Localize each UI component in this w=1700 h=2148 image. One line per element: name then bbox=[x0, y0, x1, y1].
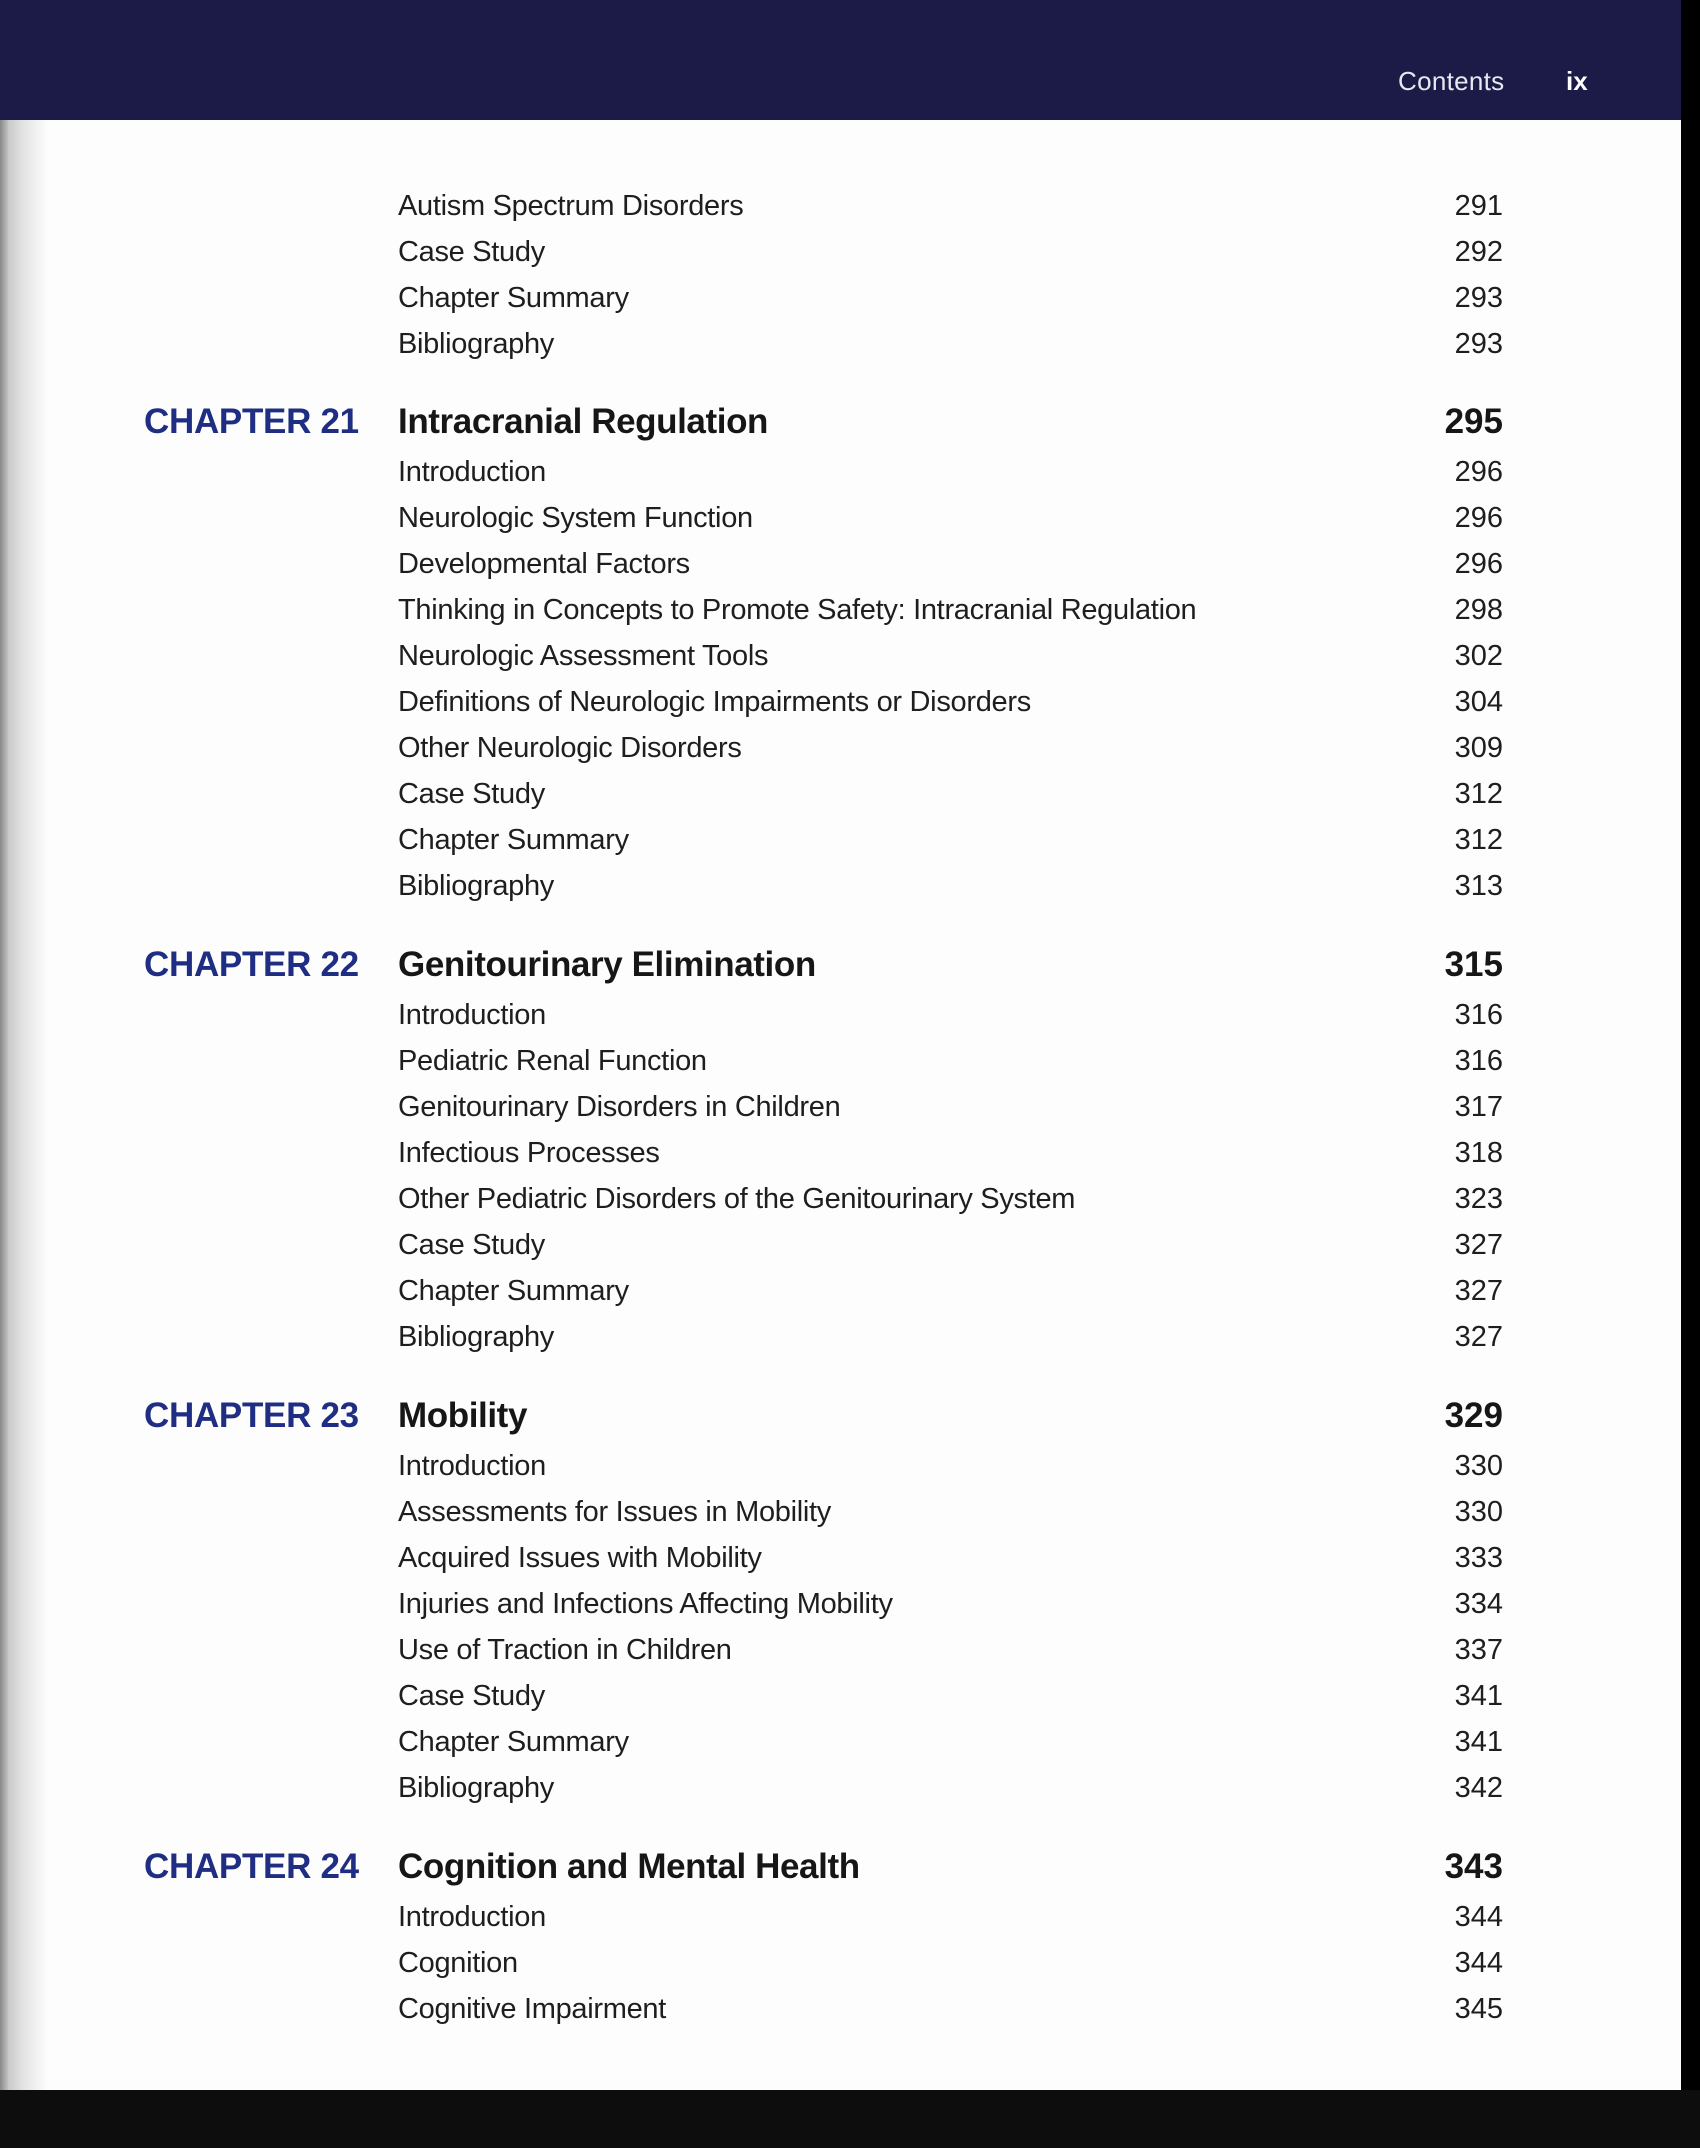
toc-entry-title: Neurologic Assessment Tools bbox=[398, 640, 769, 672]
toc-entry-title: Use of Traction in Children bbox=[398, 1634, 732, 1666]
toc-entry-page: 327 bbox=[1454, 1321, 1503, 1353]
toc-entry[interactable] bbox=[0, 686, 1681, 732]
toc-entry[interactable] bbox=[0, 1496, 1681, 1542]
toc-entry[interactable] bbox=[0, 502, 1681, 548]
toc-entry-page: 330 bbox=[1454, 1450, 1503, 1482]
chapter-page: 343 bbox=[1444, 1847, 1503, 1886]
toc-entry-title: Thinking in Concepts to Promote Safety: Intracranial Regulation bbox=[398, 594, 1197, 626]
toc-entry-page: 327 bbox=[1454, 1229, 1503, 1261]
chapter-label: CHAPTER 23 bbox=[144, 1396, 359, 1435]
toc-entry-title: Chapter Summary bbox=[398, 1726, 629, 1758]
toc-entry-title: Chapter Summary bbox=[398, 282, 629, 314]
toc-entry-title: Bibliography bbox=[398, 870, 554, 902]
toc-entry[interactable] bbox=[0, 1137, 1681, 1183]
toc-entry-title: Introduction bbox=[398, 1901, 546, 1933]
toc-entry-title: Case Study bbox=[398, 236, 545, 268]
toc-entry[interactable] bbox=[0, 1680, 1681, 1726]
toc-entry-page: 342 bbox=[1454, 1772, 1503, 1804]
toc-entry-title: Injuries and Infections Affecting Mobility bbox=[398, 1588, 893, 1620]
chapter-title: Mobility bbox=[398, 1396, 528, 1435]
toc-entry[interactable] bbox=[0, 1901, 1681, 1947]
toc-entry[interactable] bbox=[0, 1542, 1681, 1588]
toc-entry-title: Assessments for Issues in Mobility bbox=[398, 1496, 831, 1528]
toc-entry[interactable] bbox=[0, 328, 1681, 374]
toc-entry-page: 302 bbox=[1454, 640, 1503, 672]
toc-entry[interactable] bbox=[0, 456, 1681, 502]
toc-entry[interactable] bbox=[0, 1091, 1681, 1137]
chapter-heading-24[interactable] bbox=[0, 1847, 1681, 1893]
toc-entry-page: 312 bbox=[1454, 824, 1503, 856]
chapter-heading-22[interactable] bbox=[0, 945, 1681, 991]
chapter-title: Intracranial Regulation bbox=[398, 402, 769, 441]
toc-entry[interactable] bbox=[0, 190, 1681, 236]
toc-entry-title: Cognition bbox=[398, 1947, 518, 1979]
toc-entry-page: 296 bbox=[1454, 456, 1503, 488]
toc-entry[interactable] bbox=[0, 282, 1681, 328]
toc-entry[interactable] bbox=[0, 594, 1681, 640]
toc-entry-page: 313 bbox=[1454, 870, 1503, 902]
toc-entry[interactable] bbox=[0, 1634, 1681, 1680]
chapter-page: 295 bbox=[1444, 402, 1503, 441]
toc-entry-title: Neurologic System Function bbox=[398, 502, 753, 534]
toc-entry[interactable] bbox=[0, 1588, 1681, 1634]
toc-entry-page: 293 bbox=[1454, 282, 1503, 314]
chapter-heading-21[interactable] bbox=[0, 402, 1681, 448]
toc-entry-page: 293 bbox=[1454, 328, 1503, 360]
toc-entry-title: Infectious Processes bbox=[398, 1137, 660, 1169]
chapter-heading-23[interactable] bbox=[0, 1396, 1681, 1442]
toc-entry-page: 296 bbox=[1454, 548, 1503, 580]
toc-entry-page: 296 bbox=[1454, 502, 1503, 534]
toc-entry-title: Genitourinary Disorders in Children bbox=[398, 1091, 841, 1123]
toc-entry[interactable] bbox=[0, 732, 1681, 778]
toc-entry-page: 344 bbox=[1454, 1901, 1503, 1933]
toc-entry-page: 312 bbox=[1454, 778, 1503, 810]
toc-entry-title: Developmental Factors bbox=[398, 548, 690, 580]
chapter-page: 329 bbox=[1444, 1396, 1503, 1435]
toc-entry-page: 334 bbox=[1454, 1588, 1503, 1620]
toc-entry-page: 344 bbox=[1454, 1947, 1503, 1979]
toc-entry-page: 323 bbox=[1454, 1183, 1503, 1215]
chapter-label: CHAPTER 24 bbox=[144, 1847, 359, 1886]
toc-entry-page: 316 bbox=[1454, 1045, 1503, 1077]
chapter-label: CHAPTER 21 bbox=[144, 402, 359, 441]
toc-entry[interactable] bbox=[0, 778, 1681, 824]
scan-bottom-edge bbox=[0, 2090, 1700, 2148]
toc-entry[interactable] bbox=[0, 1045, 1681, 1091]
toc-entry-title: Introduction bbox=[398, 456, 546, 488]
toc-entry[interactable] bbox=[0, 999, 1681, 1045]
toc-entry-title: Bibliography bbox=[398, 1772, 554, 1804]
chapter-label: CHAPTER 22 bbox=[144, 945, 359, 984]
toc-entry-page: 316 bbox=[1454, 999, 1503, 1031]
toc-entry-title: Introduction bbox=[398, 1450, 546, 1482]
toc-entry[interactable] bbox=[0, 1321, 1681, 1367]
toc-entry-title: Chapter Summary bbox=[398, 824, 629, 856]
toc-entry-title: Bibliography bbox=[398, 328, 554, 360]
chapter-page: 315 bbox=[1444, 945, 1503, 984]
page-number: ix bbox=[1566, 66, 1588, 96]
toc-entry-page: 333 bbox=[1454, 1542, 1503, 1574]
toc-entry-title: Cognitive Impairment bbox=[398, 1993, 666, 2025]
toc-entry-title: Other Neurologic Disorders bbox=[398, 732, 742, 764]
running-header-title: Contents bbox=[1398, 66, 1505, 96]
toc-entry-title: Bibliography bbox=[398, 1321, 554, 1353]
chapter-title: Cognition and Mental Health bbox=[398, 1847, 860, 1886]
toc-entry-title: Case Study bbox=[398, 1229, 545, 1261]
toc-entry-page: 330 bbox=[1454, 1496, 1503, 1528]
toc-entry[interactable] bbox=[0, 870, 1681, 916]
toc-entry[interactable] bbox=[0, 640, 1681, 686]
toc-entry[interactable] bbox=[0, 1450, 1681, 1496]
chapter-title: Genitourinary Elimination bbox=[398, 945, 816, 984]
toc-entry[interactable] bbox=[0, 1947, 1681, 1993]
toc-entry[interactable] bbox=[0, 1229, 1681, 1275]
toc-entry-page: 341 bbox=[1454, 1680, 1503, 1712]
toc-entry-page: 298 bbox=[1454, 594, 1503, 626]
toc-entry[interactable] bbox=[0, 236, 1681, 282]
toc-entry[interactable] bbox=[0, 548, 1681, 594]
toc-entry-page: 304 bbox=[1454, 686, 1503, 718]
toc-entry-title: Autism Spectrum Disorders bbox=[398, 190, 744, 222]
toc-entry[interactable] bbox=[0, 1993, 1681, 2039]
running-header bbox=[0, 0, 1681, 120]
toc-entry-page: 317 bbox=[1454, 1091, 1503, 1123]
toc-entry[interactable] bbox=[0, 1183, 1681, 1229]
toc-entry[interactable] bbox=[0, 1726, 1681, 1772]
toc-entry-page: 345 bbox=[1454, 1993, 1503, 2025]
toc-entry-title: Case Study bbox=[398, 778, 545, 810]
toc-entry-title: Acquired Issues with Mobility bbox=[398, 1542, 762, 1574]
toc-entry-page: 291 bbox=[1454, 190, 1503, 222]
toc-entry-title: Case Study bbox=[398, 1680, 545, 1712]
toc-entry-title: Chapter Summary bbox=[398, 1275, 629, 1307]
toc-entry[interactable] bbox=[0, 824, 1681, 870]
toc-entry-page: 341 bbox=[1454, 1726, 1503, 1758]
toc-entry-page: 337 bbox=[1454, 1634, 1503, 1666]
toc-entry[interactable] bbox=[0, 1772, 1681, 1818]
toc-entry-page: 327 bbox=[1454, 1275, 1503, 1307]
toc-entry-title: Introduction bbox=[398, 999, 546, 1031]
toc-entry-page: 309 bbox=[1454, 732, 1503, 764]
toc-entry[interactable] bbox=[0, 1275, 1681, 1321]
toc-entry-page: 292 bbox=[1454, 236, 1503, 268]
toc-entry-page: 318 bbox=[1454, 1137, 1503, 1169]
toc-entry-title: Pediatric Renal Function bbox=[398, 1045, 707, 1077]
toc-entry-title: Other Pediatric Disorders of the Genitourinary System bbox=[398, 1183, 1076, 1215]
toc-entry-title: Definitions of Neurologic Impairments or Disorders bbox=[398, 686, 1031, 718]
